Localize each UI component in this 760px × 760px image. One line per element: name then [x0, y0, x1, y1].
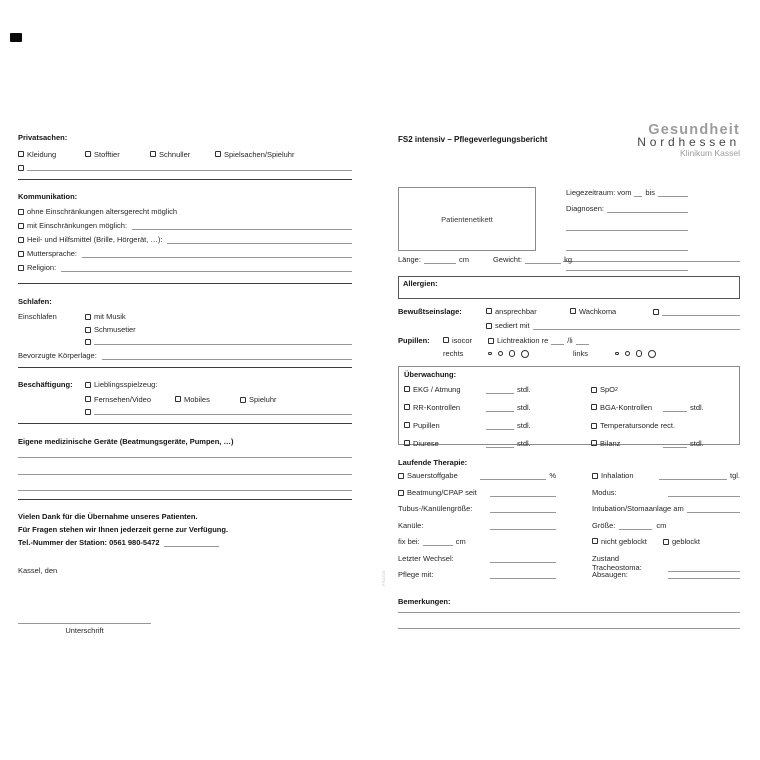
checkbox-icon — [663, 539, 669, 545]
monitoring-row-2 — [404, 403, 734, 412]
logo-gesundheit: Gesundheit — [648, 122, 740, 138]
fill-line — [490, 523, 556, 530]
pupil-circle-icon — [636, 350, 643, 357]
schlafen-row-2 — [18, 325, 352, 334]
checkbox-isocor: isocor — [443, 336, 488, 345]
section-title-privatsachen: Privatsachen: — [18, 133, 68, 142]
checkbox-icon — [653, 309, 659, 315]
pupils-row-2 — [398, 349, 740, 358]
corner-print-mark — [10, 33, 22, 42]
fill-line — [533, 323, 740, 330]
stdl-unit: stdl. — [517, 385, 531, 394]
checkbox-mit-musik: mit Musik — [85, 312, 126, 321]
privatsachen-options-row — [18, 150, 352, 159]
checkbox-icon — [486, 323, 492, 329]
fill-line — [551, 338, 564, 345]
checkbox-sauerstoffgabe: Sauerstoffgabe — [398, 471, 480, 480]
consciousness-title: Bewußtseinslage: — [398, 307, 462, 316]
section-divider — [18, 367, 352, 368]
checkbox-icon — [18, 151, 24, 157]
checkbox-icon — [404, 422, 410, 428]
therapy-title: Laufende Therapie: — [398, 458, 468, 467]
checkbox-sediert: sediert mit — [486, 321, 530, 330]
fill-line — [490, 506, 556, 513]
checkbox-icon — [18, 237, 24, 243]
fill-line — [566, 244, 688, 251]
section-title-beschaeftigung: Beschäftigung: — [18, 380, 73, 389]
signature-label: Unterschrift — [65, 626, 104, 635]
checkbox-icon — [85, 382, 91, 388]
pupils-row-1 — [398, 336, 740, 345]
stdl-unit: stdl. — [690, 439, 704, 448]
pupil-circle-icon — [488, 352, 492, 356]
tubus-label: Tubus-/Kanülengröße: — [398, 504, 473, 513]
right-page — [381, 122, 740, 641]
monitoring-row-1 — [404, 385, 734, 394]
monitoring-row-3 — [404, 421, 734, 430]
checkbox-inhalation: Inhalation — [592, 471, 659, 480]
thanks-line-1: Vielen Dank für die Übernahme unseres Patienten. — [18, 512, 198, 521]
checkbox-mit-einschraenkungen: mit Einschränkungen möglich: — [18, 221, 127, 230]
checkbox-icon — [591, 423, 597, 429]
diagnosen-label: Diagnosen: — [566, 204, 604, 213]
beschaeftigung-row-1 — [18, 380, 352, 389]
left-page — [18, 131, 352, 641]
checkbox-icon — [240, 397, 246, 403]
pupil-circle-icon — [615, 352, 619, 356]
fill-line — [490, 556, 556, 563]
kommunikation-row-4 — [18, 249, 352, 258]
fill-line — [663, 441, 687, 448]
fill-line — [132, 223, 352, 230]
consciousness-row-2 — [398, 321, 740, 330]
bis-label: bis — [645, 188, 655, 197]
privatsachen-other-row — [18, 164, 352, 171]
remarks-title: Bemerkungen: — [398, 597, 451, 606]
fill-line — [167, 237, 352, 244]
fill-line — [576, 338, 589, 345]
checkbox-icon — [18, 265, 24, 271]
checkbox-icon — [591, 440, 597, 446]
allergies-label: Allergien: — [403, 279, 438, 288]
monitoring-title: Überwachung: — [404, 370, 457, 379]
checkbox-icon — [443, 337, 449, 343]
laenge-label: Länge: — [398, 255, 421, 264]
fill-line — [18, 484, 352, 491]
checkbox-icon — [398, 473, 404, 479]
checkbox-icon — [591, 387, 597, 393]
pflege-mit-label: Pflege mit: — [398, 570, 434, 579]
fill-line — [634, 190, 642, 197]
monitoring-box — [398, 366, 740, 448]
fill-line — [607, 206, 688, 213]
fill-line — [566, 264, 688, 271]
checkbox-icon — [85, 151, 91, 157]
therapy-row-modus — [592, 488, 740, 497]
place-date-label: Kassel, den — [18, 566, 58, 575]
kanuele-label: Kanüle: — [398, 521, 424, 530]
fill-line — [398, 622, 740, 629]
checkbox-icon — [150, 151, 156, 157]
logo-klinikum-kassel: Klinikum Kassel — [680, 147, 740, 158]
checkbox-icon — [85, 396, 91, 402]
checkbox-icon — [18, 223, 24, 229]
section-divider — [18, 499, 352, 500]
koerperlage-row — [18, 351, 352, 360]
logo-nordhessen: Nordhessen — [637, 134, 740, 149]
fix-bei-label: fix bei: — [398, 537, 420, 546]
cm-unit: cm — [656, 521, 667, 530]
pupil-circle-icon — [509, 350, 516, 357]
checkbox-lichtreaktion: Lichtreaktion re — [488, 336, 548, 345]
pupil-circle-icon — [648, 350, 656, 358]
fill-line — [486, 423, 514, 430]
checkbox-icon — [591, 404, 597, 410]
fill-line — [687, 506, 740, 513]
checkbox-icon — [85, 339, 91, 345]
stdl-unit: stdl. — [517, 421, 531, 430]
liegezeitraum-label: Liegezeitraum: vom — [566, 188, 632, 197]
tgl-unit: tgl. — [729, 471, 740, 480]
checkbox-schnuller: Schnuller — [150, 150, 215, 159]
checkbox-religion: Religion: — [18, 263, 56, 272]
kommunikation-row-1 — [18, 207, 352, 216]
checkbox-temperatursonde: Temperatursonde rect. — [591, 421, 675, 430]
clinic-logo — [637, 123, 740, 157]
fill-line — [94, 408, 352, 415]
section-title-schlafen: Schlafen: — [18, 297, 52, 306]
fill-line — [658, 190, 688, 197]
fill-line — [423, 539, 453, 546]
therapy-row-groesse — [592, 521, 740, 530]
checkbox-icon — [175, 396, 181, 402]
checkbox-icon — [18, 251, 24, 257]
checkbox-diurese: Diurese — [404, 439, 486, 448]
fill-line — [563, 255, 740, 262]
therapy-row-absaugen — [592, 570, 740, 579]
therapy-row-pflege — [398, 570, 556, 579]
checkbox-icon — [85, 327, 91, 333]
checkbox-nicht-geblockt: nicht geblockt — [592, 537, 663, 546]
pupil-size-scale-right — [488, 350, 573, 358]
section-divider — [18, 423, 352, 424]
kommunikation-row-2 — [18, 221, 352, 230]
stdl-unit: stdl. — [690, 403, 704, 412]
patient-label-box — [398, 187, 536, 251]
size-weight-row — [398, 255, 573, 264]
checkbox-stofftier: Stofftier — [85, 150, 150, 159]
checkbox-wachkoma: Wachkoma — [570, 307, 653, 316]
checkbox-icon — [570, 308, 576, 314]
pupil-circle-icon — [521, 350, 529, 358]
checkbox-spo2: SpO 2 — [591, 385, 618, 394]
patient-label-text: Patientenetikett — [441, 214, 493, 224]
schlafen-row-3 — [18, 338, 352, 345]
checkbox-fernsehen: Fernsehen/Video — [85, 395, 175, 404]
fill-line — [18, 451, 352, 458]
fill-line — [424, 257, 456, 264]
checkbox-icon — [404, 404, 410, 410]
checkbox-icon — [592, 538, 598, 544]
consciousness-row-1 — [398, 307, 740, 316]
cm-unit: cm — [458, 255, 469, 264]
diagnosen-row — [566, 204, 688, 213]
absaugen-label: Absaugen: — [592, 570, 628, 579]
therapy-row-tubus — [398, 504, 556, 513]
checkbox-schmusetier: Schmusetier — [85, 325, 136, 334]
stdl-unit: stdl. — [517, 403, 531, 412]
section-divider — [18, 283, 352, 284]
signature-line — [18, 617, 151, 624]
checkbox-lieblingsspielzeug: Lieblingsspielzeug: — [85, 380, 157, 389]
links-label: links — [573, 349, 589, 358]
fill-line — [102, 353, 352, 360]
section-title-geraete: Eigene medizinische Geräte (Beatmungsgeräte, Pumpen, …) — [18, 437, 234, 446]
checkbox-icon — [85, 314, 91, 320]
therapy-row-sauerstoff — [398, 471, 556, 480]
section-divider — [18, 179, 352, 180]
checkbox-muttersprache: Muttersprache: — [18, 249, 77, 258]
fill-line — [662, 309, 740, 316]
checkbox-icon — [592, 473, 598, 479]
checkbox-geblockt: geblockt — [663, 537, 700, 546]
checkbox-hilfsmittel: Heil- und Hilfsmittel (Brille, Hörgerät, …): — [18, 235, 162, 244]
percent-unit: % — [549, 471, 556, 480]
therapy-row-inhalation — [592, 471, 740, 480]
intubation-label: Intubation/Stomaanlage am — [592, 504, 684, 513]
form-code-vertical: FS2/03 — [381, 570, 386, 586]
therapy-row-intubation — [592, 504, 740, 513]
rechts-label: rechts — [443, 349, 464, 358]
schlafen-row-1 — [18, 312, 352, 321]
kommunikation-row-5 — [18, 263, 352, 272]
therapy-row-kanuele — [398, 521, 556, 530]
checkbox-icon — [18, 209, 24, 215]
kommunikation-row-3 — [18, 235, 352, 244]
modus-label: Modus: — [592, 488, 617, 497]
checkbox-ohne-einschraenkungen: ohne Einschränkungen altersgerecht möglich — [18, 207, 177, 216]
checkbox-ansprechbar: ansprechbar — [486, 307, 570, 316]
cm-unit: cm — [455, 537, 466, 546]
thanks-line-2: Für Fragen stehen wir Ihnen jederzeit gerne zur Verfügung. — [18, 525, 229, 534]
checkbox-spieluhr: Spieluhr — [240, 395, 277, 404]
fill-line — [486, 387, 514, 394]
fill-line — [619, 523, 652, 530]
checkbox-kleidung: Kleidung — [18, 150, 85, 159]
checkbox-icon — [215, 151, 221, 157]
stdl-unit: stdl. — [517, 439, 531, 448]
checkbox-icon — [488, 338, 494, 344]
monitoring-row-4 — [404, 439, 734, 448]
therapy-row-wechsel — [398, 554, 556, 563]
fill-line — [663, 405, 687, 412]
checkbox-pupillen: Pupillen — [404, 421, 486, 430]
fill-line — [398, 606, 740, 613]
therapy-row-beatmung — [398, 488, 556, 497]
therapy-row-geblockt — [592, 537, 740, 546]
checkbox-icon — [404, 440, 410, 446]
form-title: FS2 intensiv – Pflegeverlegungsbericht — [398, 135, 548, 144]
einschlafen-label: Einschlafen — [18, 312, 57, 321]
pupil-circle-icon — [498, 351, 503, 356]
allergies-box — [398, 276, 740, 299]
checkbox-icon — [85, 409, 91, 415]
fill-line — [27, 164, 352, 171]
fill-line — [18, 468, 352, 475]
letzter-wechsel-label: Letzter Wechsel: — [398, 554, 454, 563]
gewicht-label: Gewicht: — [492, 255, 523, 264]
fill-line — [61, 265, 352, 272]
li-label: /li — [567, 336, 573, 345]
checkbox-icon — [404, 386, 410, 392]
phone-row — [18, 538, 352, 547]
checkbox-icon — [18, 165, 24, 171]
fill-line — [668, 490, 740, 497]
checkbox-icon — [398, 490, 404, 496]
fill-line — [668, 572, 740, 579]
fill-line — [659, 473, 727, 480]
station-phone-label: Tel.-Nummer der Station: 0561 980-5472 — [18, 538, 160, 547]
checkbox-mobiles: Mobiles — [175, 395, 240, 404]
fill-line — [94, 338, 352, 345]
pupil-circle-icon — [625, 351, 630, 356]
checkbox-bga-kontrollen: BGA-Kontrollen — [591, 403, 663, 412]
checkbox-bilanz: Bilanz — [591, 439, 663, 448]
pupils-title: Pupillen: — [398, 336, 430, 345]
beschaeftigung-row-2 — [18, 395, 352, 404]
pupil-size-scale-left — [615, 350, 662, 358]
beschaeftigung-row-3 — [18, 408, 352, 415]
checkbox-beatmung-cpap: Beatmung/CPAP seit — [398, 488, 490, 497]
fill-line — [480, 473, 546, 480]
fill-line — [486, 441, 514, 448]
fill-line — [566, 224, 688, 231]
koerperlage-label: Bevorzugte Körperlage: — [18, 351, 97, 360]
fill-line — [490, 572, 556, 579]
checkbox-ekg-atmung: EKG / Atmung — [404, 385, 486, 394]
checkbox-spielsachen: Spielsachen/Spieluhr — [215, 150, 294, 159]
checkbox-rr-kontrollen: RR-Kontrollen — [404, 403, 486, 412]
fill-line — [164, 540, 219, 547]
checkbox-icon — [486, 308, 492, 314]
fill-line — [486, 405, 514, 412]
liegezeitraum-row — [566, 188, 688, 197]
fill-line — [82, 251, 352, 258]
fill-line — [525, 257, 561, 264]
therapy-row-fix — [398, 537, 556, 546]
section-title-kommunikation: Kommunikation: — [18, 192, 78, 201]
tracheostoma-label: Zustand Tracheostoma: — [592, 554, 642, 572]
fill-line — [490, 490, 556, 497]
groesse-label: Größe: — [592, 521, 616, 530]
kg-unit: kg — [564, 255, 573, 264]
